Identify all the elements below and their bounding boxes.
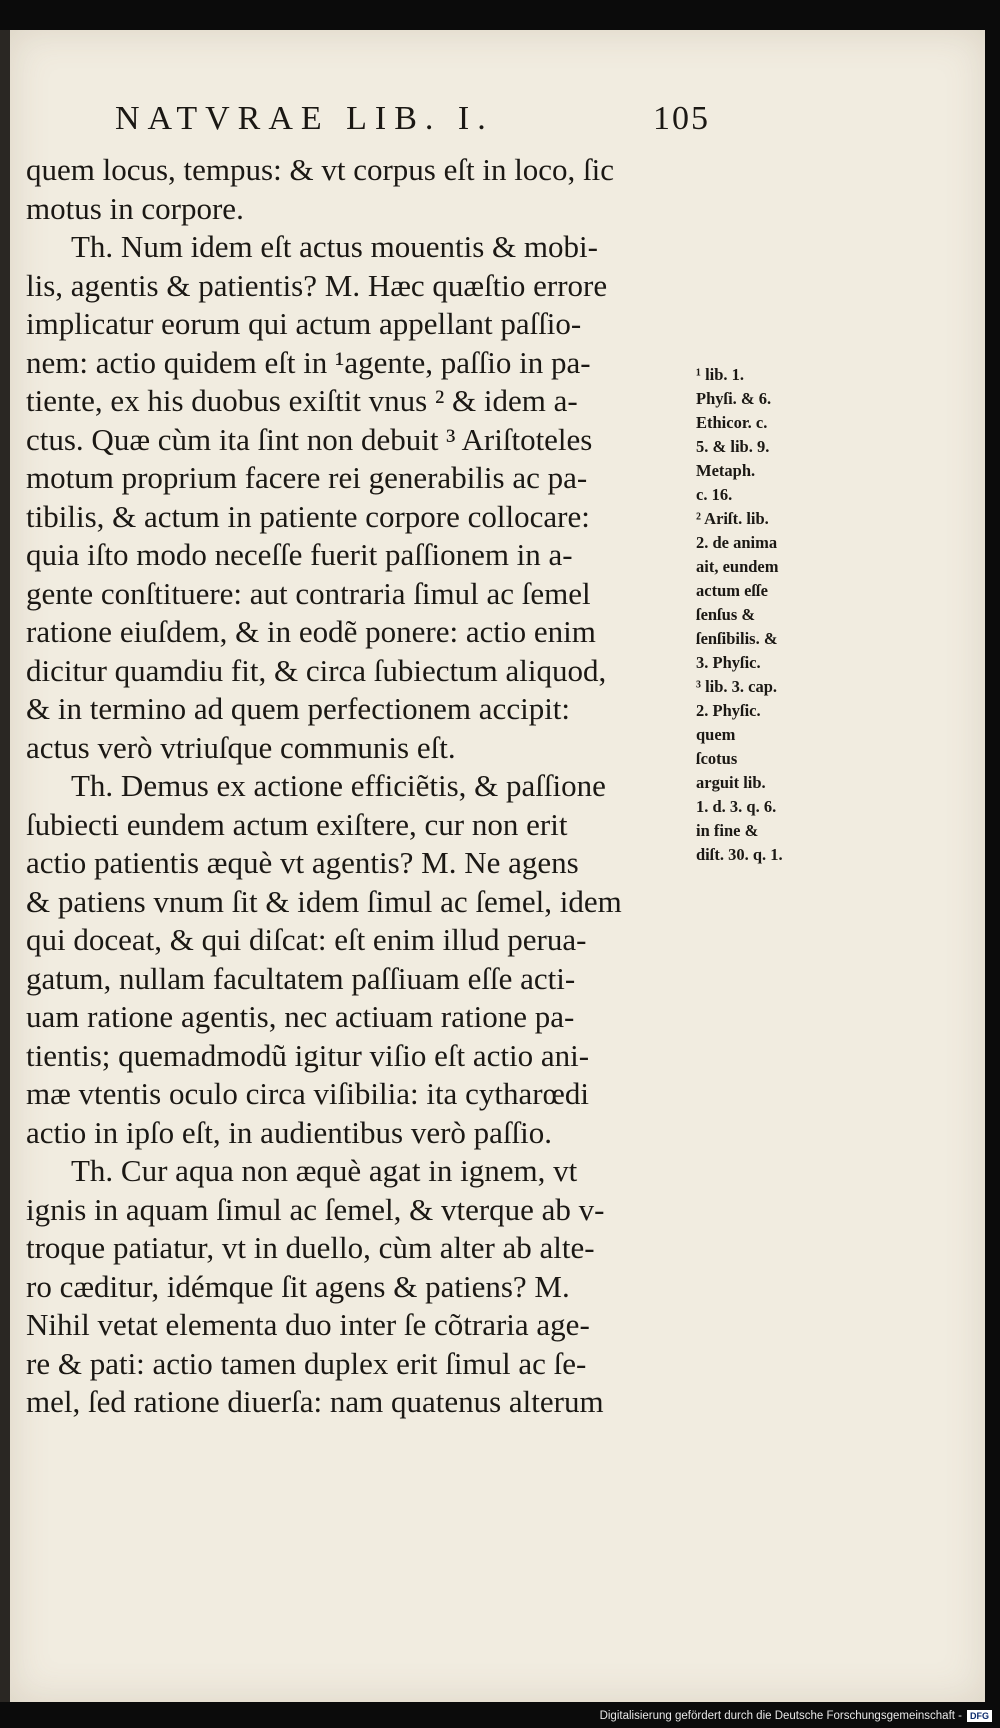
- margin-note-line: diſt. 30. q. 1.: [696, 845, 783, 864]
- text-line: nem: actio quidem eſt in ¹agente, paſſio in pa-: [26, 344, 591, 380]
- margin-note-line: 2. Phyſic.: [696, 701, 761, 720]
- text-line: implicatur eorum qui actum appellant paſſio-: [26, 306, 582, 341]
- digitization-footer: [0, 1703, 1000, 1728]
- margin-note-line: ³ lib. 3. cap.: [696, 677, 778, 696]
- margin-note-line: Ethicor. c.: [696, 413, 768, 432]
- margin-note-line: Phyſi. & 6.: [696, 389, 772, 408]
- text-line: tibilis, & actum in patiente corpore collocare:: [26, 498, 590, 534]
- margin-note-line: ſcotus: [696, 749, 738, 768]
- text-line: ſubiecti eundem actum exiſtere, cur non erit: [26, 806, 568, 842]
- margin-note-line: ² Ariſt. lib.: [696, 509, 769, 528]
- text-line: actio patientis æquè vt agentis? M. Ne agens: [26, 845, 579, 880]
- text-line: Th. Num idem eſt actus mouentis & mobi-: [71, 229, 598, 264]
- text-line: troque patiatur, vt in duello, cùm alter ab alte-: [26, 1230, 595, 1265]
- text-line: tiente, ex his duobus exiſtit vnus ² & idem a-: [26, 383, 578, 418]
- margin-note-line: ſenſus &: [696, 605, 756, 624]
- text-line: ro cæditur, idémque ſit agens & patiens? M.: [26, 1268, 570, 1304]
- text-line: re & pati: actio tamen duplex erit ſimul ac ſe-: [26, 1345, 587, 1381]
- page-number: 105: [653, 100, 710, 137]
- text-line: motum proprium facere rei generabilis ac pa-: [26, 460, 588, 495]
- text-line: & in termino ad quem perfectionem accipit:: [26, 691, 571, 726]
- text-line: actus verò vtriuſque communis eſt.: [26, 729, 456, 765]
- text-line: actio in ipſo eſt, in audientibus verò paſſio.: [26, 1114, 553, 1150]
- text-line: qui doceat, & qui diſcat: eſt enim illud perua-: [26, 922, 587, 957]
- text-line: gatum, nullam facultatem paſſiuam eſſe acti-: [26, 960, 576, 996]
- book-page: [0, 30, 985, 1702]
- margin-note-line: ſenſibilis. &: [696, 629, 778, 648]
- margin-note-line: Metaph.: [696, 461, 756, 480]
- running-head: [115, 100, 710, 138]
- footer-credit: Digitalisierung gefördert durch die Deutsche Forschungsgemeinschaft -: [599, 1709, 962, 1722]
- text-line: quem locus, tempus: & vt corpus eſt in loco, ſic: [26, 152, 615, 187]
- margin-note-line: arguit lib.: [696, 773, 766, 792]
- body-text: [26, 151, 702, 1422]
- margin-note-line: c. 16.: [696, 485, 733, 504]
- text-line: & patiens vnum ſit & idem ſimul ac ſemel, idem: [26, 883, 622, 919]
- text-line: dicitur quamdiu fit, & circa ſubiectum aliquod,: [26, 652, 607, 688]
- margin-note-line: actum eſſe: [696, 581, 768, 600]
- margin-note-line: 1. d. 3. q. 6.: [696, 797, 777, 816]
- text-line: Nihil vetat elementa duo inter ſe cõtraria age-: [26, 1307, 590, 1342]
- text-line: motus in corpore.: [26, 190, 244, 226]
- margin-note-line: 5. & lib. 9.: [696, 437, 770, 456]
- text-line: ratione eiuſdem, & in eodẽ ponere: actio enim: [26, 614, 596, 649]
- text-line: lis, agentis & patientis? M. Hæc quæſtio errore: [26, 267, 608, 303]
- dfg-logo: DFG: [967, 1710, 992, 1722]
- margin-note-line: ¹ lib. 1.: [696, 365, 745, 384]
- text-line: uam ratione agentis, nec actiuam ratione pa-: [26, 999, 575, 1034]
- text-line: gente conſtituere: aut contraria ſimul ac ſemel: [26, 575, 591, 611]
- margin-note-line: quem: [696, 725, 736, 744]
- margin-note-line: in fine &: [696, 821, 759, 840]
- text-line: quia iſto modo neceſſe fuerit paſſionem in a-: [26, 537, 573, 572]
- margin-notes: [696, 363, 826, 867]
- margin-note-line: 2. de anima: [696, 533, 778, 552]
- text-line: Th. Cur aqua non æquè agat in ignem, vt: [71, 1153, 578, 1188]
- text-line: ctus. Quæ cùm ita ſint non debuit ³ Ariſtoteles: [26, 421, 593, 457]
- text-line: mæ vtentis oculo circa viſibilia: ita cytharœdi: [26, 1076, 590, 1111]
- text-line: Th. Demus ex actione efficiẽtis, & paſſione: [71, 768, 606, 803]
- margin-note-line: ait, eundem: [696, 557, 779, 576]
- margin-note-line: 3. Phyſic.: [696, 653, 761, 672]
- running-head-title: NATVRAE LIB. I.: [115, 100, 494, 137]
- text-line: ignis in aquam ſimul ac ſemel, & vterque ab v-: [26, 1191, 605, 1227]
- text-line: tientis; quemadmodũ igitur viſio eſt actio ani-: [26, 1037, 590, 1073]
- text-line: mel, ſed ratione diuerſa: nam quatenus alterum: [26, 1384, 604, 1419]
